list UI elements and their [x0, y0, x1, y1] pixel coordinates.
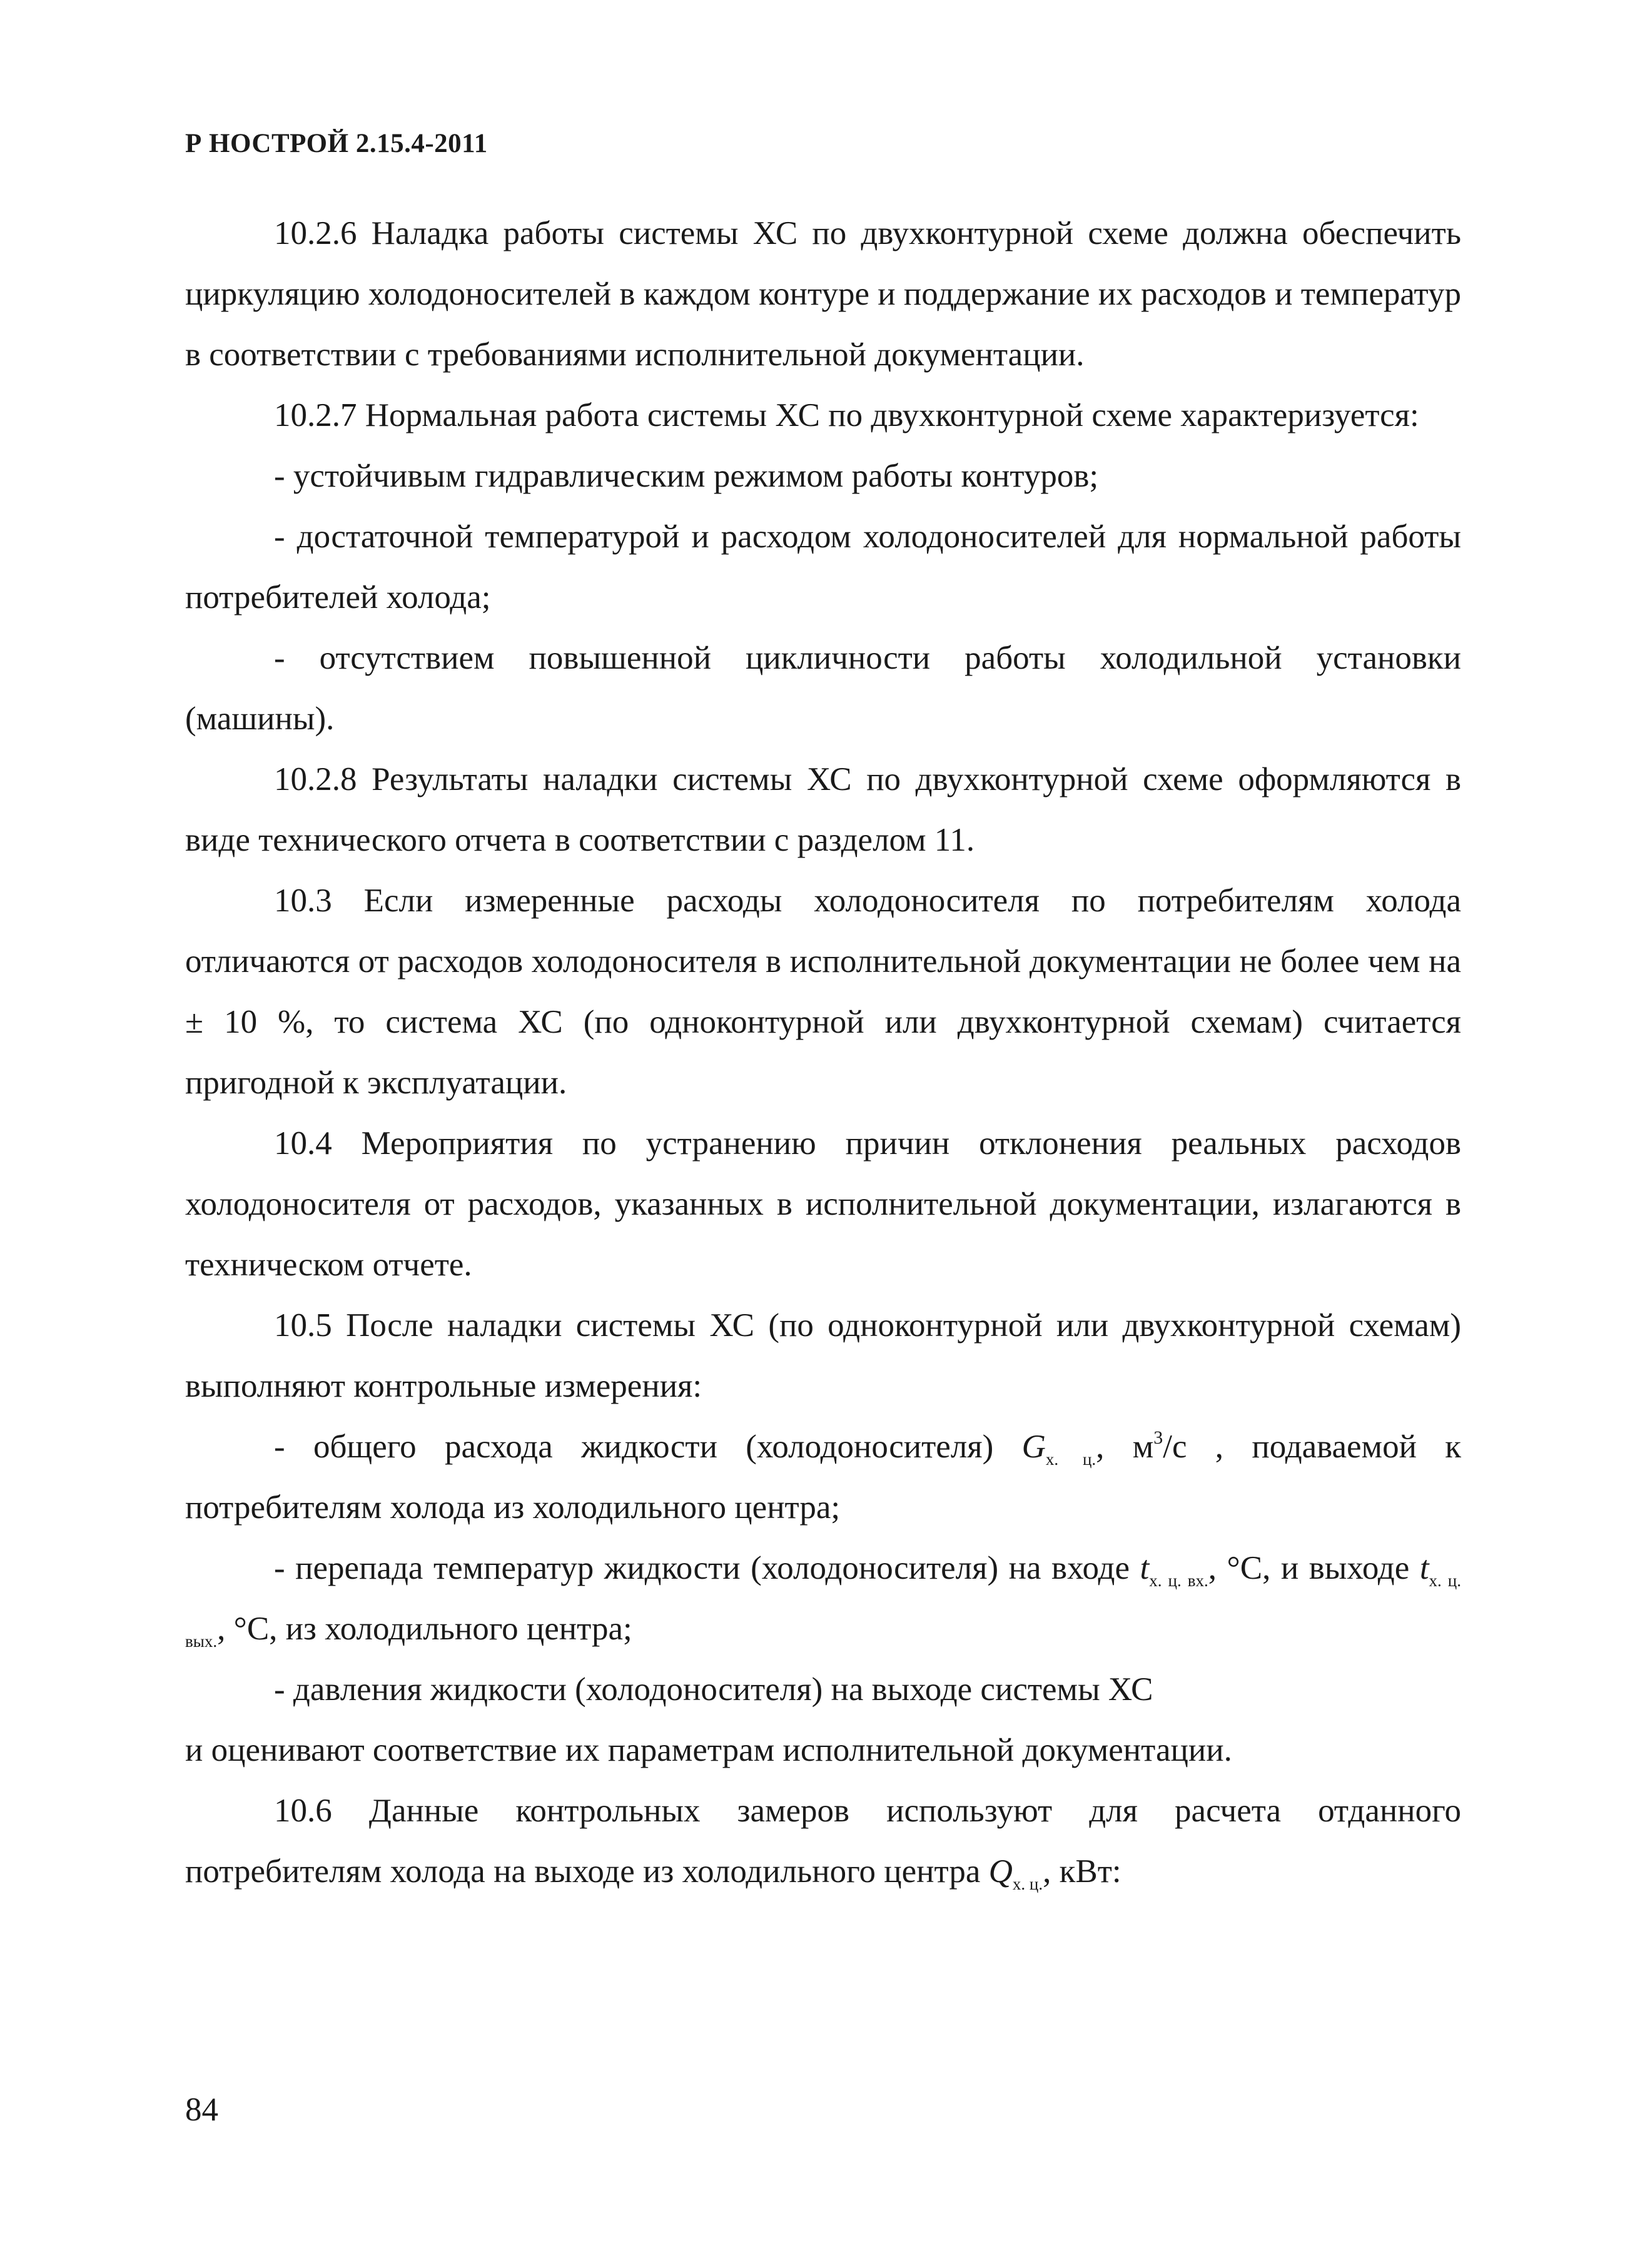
measurement-conclusion: и оценивают соответствие их параметрам исполнительной документации. — [185, 1732, 1232, 1768]
paragraph-10-5: 10.5 После наладки системы ХС (по одноконтурной или двухконтурной схемам) выполняют контрольные измерения: — [185, 1307, 1461, 1404]
paragraph-10-6-text-after: , кВт: — [1043, 1853, 1121, 1890]
paragraph-10-6 — [185, 1781, 1461, 1902]
page-header-standard: Р НОСТРОЙ 2.15.4-2011 — [185, 129, 488, 158]
measurement-flow-item — [185, 1417, 1461, 1538]
flow-symbol-subscript: х. ц. — [1045, 1450, 1096, 1469]
paragraph-10-6-text-before: 10.6 Данные контрольных замеров используют для расчета отданного потребителям холода на выходе из холодильного центра — [185, 1793, 1461, 1890]
measurement-temperature-text-before: - перепада температур жидкости (холодоносителя) на входе — [274, 1550, 1140, 1586]
paragraph-10-2-8: 10.2.8 Результаты наладки системы ХС по двухконтурной схеме оформляются в виде технического отчета в соответствии с разделом 11. — [185, 761, 1461, 858]
paragraph-10-4: 10.4 Мероприятия по устранению причин отклонения реальных расходов холодоносителя от расходов, указанных в исполнительной документации, излагаются в техническом отчете. — [185, 1125, 1461, 1283]
inlet-temperature-symbol: t — [1140, 1550, 1150, 1586]
paragraph-10-2-6: 10.2.6 Наладка работы системы ХС по двухконтурной схеме должна обеспечить циркуляцию холодоносителей в каждом контуре и поддержание их расходов и температур в соответствии с требованиями исполнительной документации. — [185, 215, 1461, 373]
flow-unit: , м — [1096, 1429, 1154, 1465]
flow-symbol: G — [1021, 1429, 1046, 1465]
inlet-temperature-subscript: х. ц. вх. — [1149, 1571, 1208, 1590]
list-item: - отсутствием повышенной цикличности работы холодильной установки (машины). — [185, 640, 1461, 737]
paragraph-10-2-7: 10.2.7 Нормальная работа системы ХС по двухконтурной схеме характеризуется: — [274, 397, 1419, 433]
measurement-flow-text-before: - общего расхода жидкости (холодоносителя) — [274, 1429, 1022, 1465]
outlet-temperature-symbol: t — [1419, 1550, 1429, 1586]
outlet-temperature-subscript: х. ц. вых. — [185, 1571, 1462, 1651]
cooling-output-symbol: Q — [988, 1853, 1013, 1890]
list-item: - достаточной температурой и расходом холодоносителей для нормальной работы потребителей холода; — [185, 519, 1461, 615]
page-number: 84 — [185, 2092, 218, 2128]
measurement-pressure-item: - давления жидкости (холодоносителя) на выходе системы ХС — [274, 1671, 1153, 1708]
list-item: - устойчивым гидравлическим режимом работы контуров; — [274, 458, 1099, 494]
measurement-temperature-item — [185, 1538, 1461, 1659]
cooling-output-subscript: х. ц. — [1012, 1875, 1043, 1893]
measurement-temperature-text-mid: , °С, и выходе — [1208, 1550, 1420, 1586]
paragraph-10-3: 10.3 Если измеренные расходы холодоносителя по потребителям холода отличаются от расходов холодоносителя в исполнительной документации не более чем на ± 10 %, то система ХС (по одноконтурной или двухконтурной схемам) считается пригодной к эксплуатации. — [185, 883, 1461, 1101]
flow-unit-exponent: 3 — [1153, 1427, 1163, 1448]
page-body — [185, 203, 1461, 1902]
measurement-flow-text-after: /с , подаваемой к потребителям холода из холодильного центра; — [185, 1429, 1462, 1526]
measurement-temperature-text-after: , °С, из холодильного центра; — [217, 1611, 632, 1647]
